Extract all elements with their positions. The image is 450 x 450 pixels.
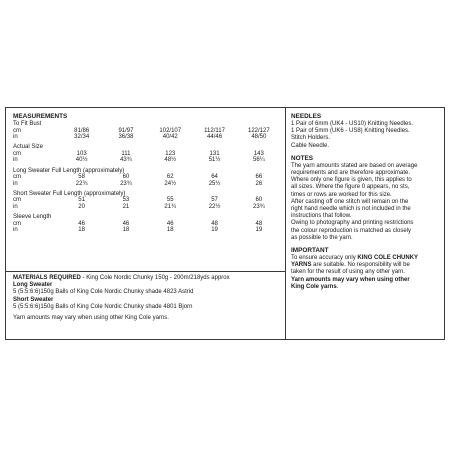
needles-line: Cable Needle. xyxy=(291,142,330,149)
measurement-row xyxy=(13,197,281,204)
size-value: 24½ xyxy=(164,180,177,187)
notes-line: Owing to photography and printing restrictions xyxy=(291,220,414,227)
measurement-row xyxy=(13,181,281,188)
important-line-5: King Cole yarns. xyxy=(291,283,339,290)
size-value: 102/107 xyxy=(159,127,182,134)
materials-footnote: Yarn amounts may vary when using other King Cole yarns. xyxy=(13,315,169,322)
measurement-row xyxy=(13,227,281,234)
size-value: 22½ xyxy=(208,204,221,211)
important-heading: IMPORTANT xyxy=(291,247,329,255)
unit-label: in xyxy=(13,157,18,164)
long-sweater-title: Long Sweater xyxy=(13,282,53,289)
size-value: 25½ xyxy=(208,180,221,187)
measurement-row xyxy=(13,151,281,158)
needles-heading: NEEDLES xyxy=(291,113,322,120)
size-value: 66 xyxy=(255,174,263,181)
size-value: 48 xyxy=(211,220,218,227)
needles-line: 1 Pair of 6mm (UK4 - US10) Knitting Needles. xyxy=(291,121,414,127)
size-value: 62 xyxy=(166,174,174,181)
size-value: 18 xyxy=(78,227,85,234)
size-value: 60 xyxy=(122,174,130,181)
size-value: 36/38 xyxy=(118,134,134,141)
unit-label: in xyxy=(13,180,18,187)
size-value: 111 xyxy=(121,150,131,157)
measurement-row xyxy=(13,157,281,164)
size-value: 18 xyxy=(122,227,130,234)
notes-line: requirements and are therefore approximate. xyxy=(291,170,411,177)
notes-line: as possible to the yarn. xyxy=(291,234,353,241)
size-value: 43¾ xyxy=(120,157,132,164)
needles-list xyxy=(291,121,441,150)
measurement-row xyxy=(13,128,281,135)
size-value: 20 xyxy=(78,204,85,211)
pattern-info-panel xyxy=(5,107,445,340)
materials-yarn-info: - King Cole Nordic Chunky 150g - 200m/218yds approx xyxy=(80,275,230,281)
needles-line: Stitch Holders. xyxy=(291,135,331,142)
notes-line: times or rows are worked for this size. xyxy=(291,191,392,198)
size-value: 19 xyxy=(211,227,218,234)
size-value: 51 xyxy=(78,197,85,204)
size-value: 32/34 xyxy=(74,134,90,141)
notes-line: Where only one figure is given, this applies to xyxy=(291,177,412,184)
notes-line: After casting off one stitch will remain on the xyxy=(291,198,409,205)
size-value: 26 xyxy=(255,180,263,187)
size-value: 131 xyxy=(209,150,220,157)
unit-label: cm xyxy=(13,220,21,227)
measurement-section-label: To Fit Bust xyxy=(13,121,42,127)
size-value: 46 xyxy=(166,220,174,227)
size-value: 51½ xyxy=(208,157,221,164)
long-sweater-yarn: 5 (5:5:6:6)150g Balls of King Cole Nordic Chunky shade 4823 Astrid xyxy=(13,289,194,296)
materials-heading: MATERIALS REQUIRED xyxy=(13,275,81,281)
right-column xyxy=(291,113,441,291)
size-value: 40½ xyxy=(75,157,88,164)
size-value: 53 xyxy=(122,197,130,204)
materials-section xyxy=(13,275,281,322)
notes-heading: NOTES xyxy=(291,154,314,162)
size-value: 56¼ xyxy=(253,157,265,164)
column-divider xyxy=(285,108,286,339)
size-value: 55 xyxy=(166,197,174,204)
important-line-2: YARNS are suitable. No responsibility will be xyxy=(291,262,410,269)
measurement-section-label: Short Sweater Full Length (approximately) xyxy=(13,190,126,197)
size-value: 40/42 xyxy=(162,134,178,141)
size-value: 91/97 xyxy=(118,127,134,134)
short-sweater-yarn: 5 (5:5:6:6)150g Balls of King Cole Nordic Chunky shade 4801 Bjorn xyxy=(13,303,193,310)
measurement-section-row xyxy=(13,121,281,128)
size-value: 48/50 xyxy=(251,134,267,141)
important-line-4: Yarn amounts may vary when using other xyxy=(291,276,410,283)
measurement-section-label: Sleeve Length xyxy=(13,214,52,221)
unit-label: in xyxy=(13,204,18,211)
size-value: 48½ xyxy=(164,157,177,164)
measurement-row xyxy=(13,221,281,228)
size-value: 64 xyxy=(211,174,218,181)
size-value: 18 xyxy=(166,227,174,234)
measurements-section xyxy=(13,113,281,234)
measurement-section-row xyxy=(13,187,281,197)
notes-line: The yarn amounts stated are based on average xyxy=(291,162,418,169)
size-value: 122/127 xyxy=(247,127,270,134)
measurement-section-label: Actual Size xyxy=(13,144,44,151)
unit-label: in xyxy=(13,134,18,141)
size-value: 112/117 xyxy=(204,127,225,134)
unit-label: cm xyxy=(13,127,21,134)
size-value: 21 xyxy=(122,204,130,211)
size-value: 19 xyxy=(255,227,263,234)
size-value: 143 xyxy=(253,150,264,157)
size-value: 103 xyxy=(76,150,87,157)
notes-line: right hand needle which is not included in the xyxy=(291,206,411,213)
size-value: 58 xyxy=(78,174,85,181)
section-divider xyxy=(6,271,285,272)
notes-line: all sizes. Where the figure 0 appears, no sts, xyxy=(291,184,410,191)
important-line-3: taken for the result of using any other yarn. xyxy=(291,269,406,276)
needles-line: 1 Pair of 5mm (UK6 - US8) Knitting Needles. xyxy=(291,128,410,135)
unit-label: in xyxy=(13,227,18,234)
size-value: 21¾ xyxy=(164,204,177,211)
size-value: 44/46 xyxy=(207,134,223,141)
measurements-table xyxy=(13,121,281,234)
size-value: 60 xyxy=(255,197,263,204)
notes-line: instructions that follow. xyxy=(291,213,352,220)
unit-label: cm xyxy=(13,150,21,157)
unit-label: cm xyxy=(13,197,21,204)
measurement-section-row xyxy=(13,164,281,174)
measurement-section-row xyxy=(13,211,281,221)
important-line-1: To ensure accuracy only KING COLE CHUNKY xyxy=(291,255,419,262)
size-value: 48 xyxy=(255,220,263,227)
measurements-heading: MEASUREMENTS xyxy=(13,113,68,120)
measurement-section-label: Long Sweater Full Length (approximately) xyxy=(13,167,125,174)
size-value: 22¾ xyxy=(75,180,88,187)
short-sweater-title: Short Sweater xyxy=(13,296,54,303)
size-value: 23¾ xyxy=(120,180,132,187)
measurement-row xyxy=(13,134,281,141)
unit-label: cm xyxy=(13,174,21,181)
notes-line: the colour reproduction is matched as closely xyxy=(291,227,412,234)
size-value: 23¾ xyxy=(253,204,265,211)
measurement-row xyxy=(13,204,281,211)
measurement-section-row xyxy=(13,141,281,151)
size-value: 46 xyxy=(122,220,130,227)
size-value: 46 xyxy=(78,220,85,227)
size-value: 81/86 xyxy=(74,127,90,134)
notes-list xyxy=(291,163,441,242)
measurement-row xyxy=(13,174,281,181)
size-value: 57 xyxy=(211,197,218,204)
size-value: 123 xyxy=(165,150,176,157)
